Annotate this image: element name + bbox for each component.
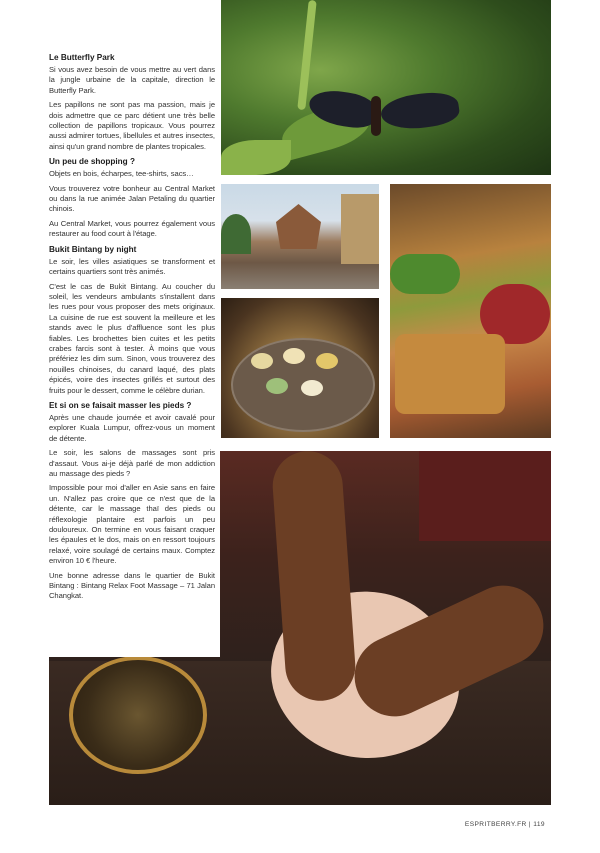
leaf-shape	[221, 140, 291, 175]
dumpling	[266, 378, 288, 394]
paragraph: Objets en bois, écharpes, tee-shirts, sacs…	[49, 169, 194, 179]
paragraph: Le soir, les villes asiatiques se transforment et certains quartiers sont très animés.	[49, 256, 215, 277]
footer-site[interactable]: ESPRITBERRY.FR	[464, 821, 527, 828]
paragraph: Au Central Market, vous pourrez également vous restaurer au food court à l'étage.	[49, 218, 215, 239]
red-cloth	[419, 451, 551, 541]
butterfly-wing-right	[379, 89, 461, 134]
fried-food	[395, 334, 505, 414]
street-market-photo	[221, 184, 379, 289]
dumpling	[251, 353, 273, 369]
dumpling	[283, 348, 305, 364]
footer-separator: |	[526, 821, 534, 828]
paragraph: Une bonne adresse dans le quartier de Bukit Bintang : Bintang Relax Foot Massage – 71 Jalan Changkat.	[49, 570, 215, 601]
butterfly-photo	[221, 0, 551, 175]
section-bukit-bintang	[49, 244, 215, 396]
section-heading: Le Butterfly Park	[49, 53, 115, 62]
oil-bowl	[69, 656, 207, 774]
paragraph: Vous trouverez votre bonheur au Central Market ou dans la rue animée Jalan Petaling du quartier chinois.	[49, 183, 215, 214]
plant-stem	[297, 0, 316, 110]
dumpling	[301, 380, 323, 396]
section-shopping	[49, 156, 215, 239]
section-heading: Un peu de shopping ?	[49, 157, 135, 167]
section-heading: Et si on se faisait masser les pieds ?	[49, 400, 192, 410]
section-butterfly-park	[49, 52, 215, 152]
paragraph: C'est le cas de Bukit Bintang. Au coucher du soleil, les vendeurs ambulants s'installent dans les rues pour vous proposer des mets originaux. La cuisine de rue est souvent la meilleure et les stands avec le plus d'affluence sont les plus fiables. Les brochettes bien cuites et les petits crabes farcis sont à tester. À moins que vous préfériez les dim sum. Sinon, vous trouverez des nouilles chinoises, du canard laqué, des plats épicés, voire des insectes grillés et surtout des fruits pour le dessert, comme le célèbre durian.	[49, 281, 215, 395]
building	[341, 194, 379, 264]
article-text-column	[49, 0, 220, 657]
page-number: 119	[533, 821, 545, 828]
section-foot-massage	[49, 400, 215, 602]
page-footer	[465, 821, 545, 828]
palm-tree	[221, 214, 251, 254]
food-stall-photo	[390, 184, 551, 438]
paragraph: Le soir, les salons de massages sont pris d'assaut. Vous ai-je déjà parlé de mon addiction au massage des pieds ?	[49, 448, 215, 478]
paragraph: Impossible pour moi d'aller en Asie sans en faire un. N'allez pas croire que ce n'est que de la détente, car le massage thaï des pieds ou réflexologie plantaire est parfois un peu douloureux. On termine en vous faisant craquer les épaules et le dos, mais on en ressort toujours relaxé, voire soulagé de certains maux. Comptez environ 10 € l'heure.	[49, 483, 215, 566]
paragraph: Les papillons ne sont pas ma passion, mais je dois admettre que ce parc détient une très belle collection de papillons tropicaux. Vous pourrez aussi admirer tortues, libellules et autres insectes, ainsi qu'un grand nombre de plantes tropicales.	[49, 100, 215, 151]
paragraph: Après une chaude journée et avoir cavalé pour explorer Kuala Lumpur, offrez-vous un moment de détente.	[49, 412, 215, 443]
dim-sum-photo	[221, 298, 379, 438]
vegetables	[390, 254, 460, 294]
dumpling	[316, 353, 338, 369]
butterfly-body	[371, 96, 381, 136]
section-heading: Bukit Bintang by night	[49, 244, 137, 254]
paragraph: Si vous avez besoin de vous mettre au vert dans la jungle urbaine de la capitale, direction le Butterfly Park.	[49, 65, 215, 95]
temple-gate	[276, 204, 321, 249]
